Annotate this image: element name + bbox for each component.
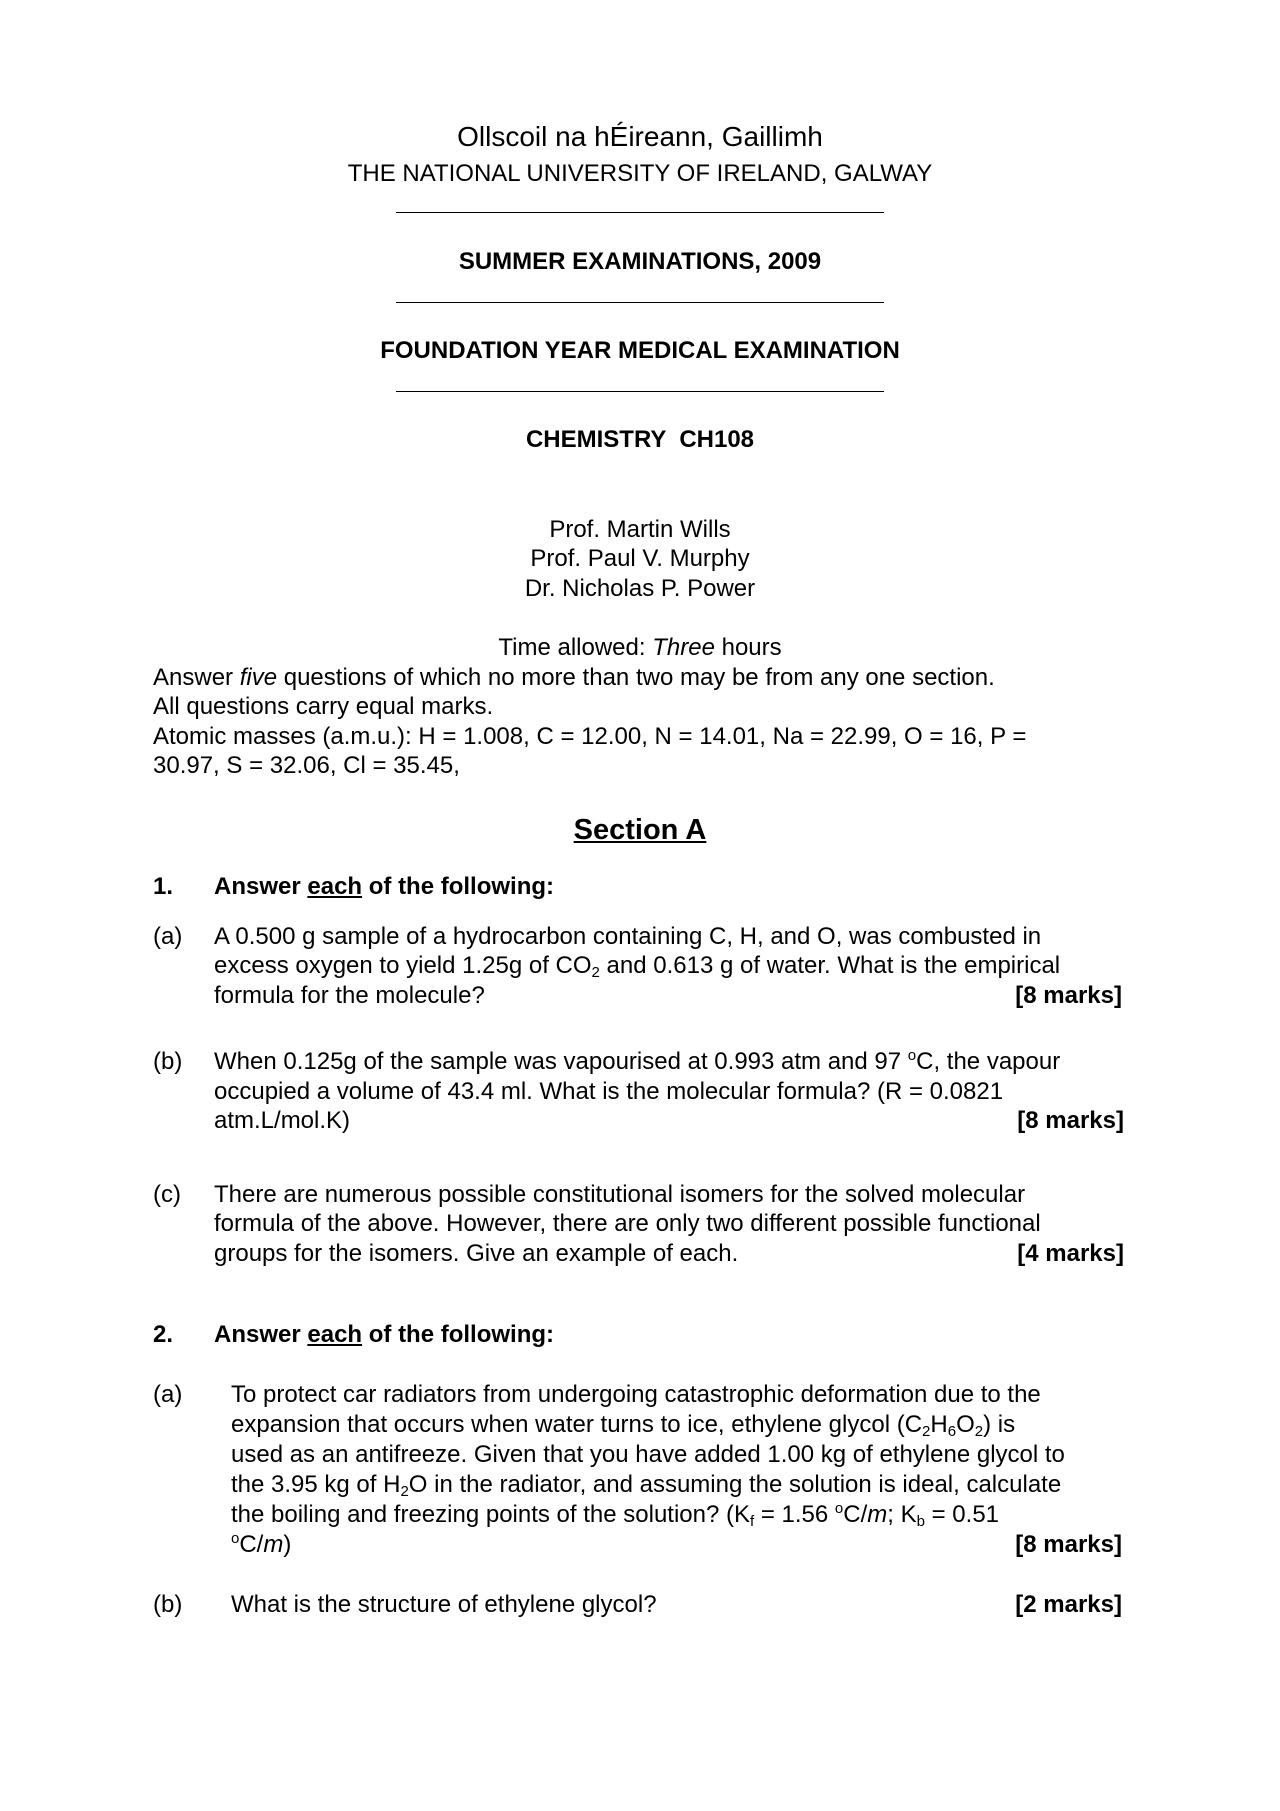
question-text: formula for the molecule? [214,982,485,1009]
exam-session: SUMMER EXAMINATIONS, 2009 [458,248,822,275]
header-divider [396,212,884,213]
university-name-irish: Ollscoil na hÉireann, Gaillimh [457,121,823,152]
question-text: To protect car radiators from undergoing catastrophic deformation due to the [231,1381,1041,1408]
question-text: $^o$C/m) [231,1530,292,1558]
question-text: the 3.95 kg of $H_2O$ in the radiator, and assuming the solution is ideal, calculate [231,1471,1062,1500]
question-text: groups for the isomers. Give an example of each. [214,1240,739,1267]
examiner-name: Prof. Martin Wills [549,516,731,543]
question-text: A 0.500 g sample of a hydrocarbon containing C, H, and O, was combusted in [214,923,1042,950]
exam-name-divider [396,391,884,392]
session-divider [396,302,884,303]
atomic-masses-continued: 30.97, S = 32.06, Cl = 35.45, [153,752,460,779]
question-text: the boiling and freezing points of the solution? ($K_f = 1.56$ $^o$C/m; $K_b = 0.51$ [231,1500,1000,1530]
question-text: When 0.125g of the sample was vapourised at 0.993 atm and 97 $^o$C, the vapour [214,1047,1061,1075]
marks-label: [8 marks] [1015,1531,1122,1558]
question-text: used as an antifreeze. Given that you have added 1.00 kg of ethylene glycol to [231,1441,1065,1468]
exam-name: FOUNDATION YEAR MEDICAL EXAMINATION [380,337,900,364]
part-label: (a) [153,923,183,950]
question-text: occupied a volume of 43.4 ml. What is the molecular formula? (R = 0.0821 [214,1078,1004,1105]
question-heading: Answer each of the following: [214,1321,555,1348]
part-label: (b) [153,1048,183,1075]
question-text: formula of the above. However, there are only two different possible functional [214,1210,1041,1237]
section-title: Section A [573,814,707,846]
question-text: expansion that occurs when water turns to ice, ethylene glycol $(C_2H_6O_2)$ is [231,1411,1016,1440]
marks-label: [8 marks] [1015,982,1122,1009]
part-label: (c) [153,1181,181,1208]
question-number: 2. [153,1321,174,1348]
examiner-name: Dr. Nicholas P. Power [524,575,756,602]
examiner-name: Prof. Paul V. Murphy [530,545,750,572]
course-title: CHEMISTRY CH108 [525,426,755,453]
question-text: What is the structure of ethylene glycol? [231,1591,657,1618]
atomic-masses: Atomic masses (a.m.u.): H = 1.008, C = 12.00, N = 14.01, Na = 22.99, O = 16, P = [153,723,1027,750]
part-label: (a) [153,1381,183,1408]
marks-label: [8 marks] [1017,1107,1124,1134]
marks-label: [4 marks] [1017,1240,1124,1267]
part-label: (b) [153,1591,183,1618]
marks-label: [2 marks] [1015,1591,1122,1618]
question-text: atm.L/mol.K) [214,1107,351,1134]
marks-note: All questions carry equal marks. [153,693,494,720]
question-text: excess oxygen to yield 1.25g of $CO_2$ and 0.613 g of water. What is the empirical [214,952,1061,981]
question-text: There are numerous possible constitutional isomers for the solved molecular [214,1181,1026,1208]
question-number: 1. [153,873,174,900]
university-name-english: THE NATIONAL UNIVERSITY OF IRELAND, GALWAY [347,160,933,187]
time-allowed: Time allowed: Three hours [498,634,782,661]
answer-instruction: Answer five questions of which no more than two may be from any one section. [153,664,995,691]
question-heading: Answer each of the following: [214,873,555,900]
